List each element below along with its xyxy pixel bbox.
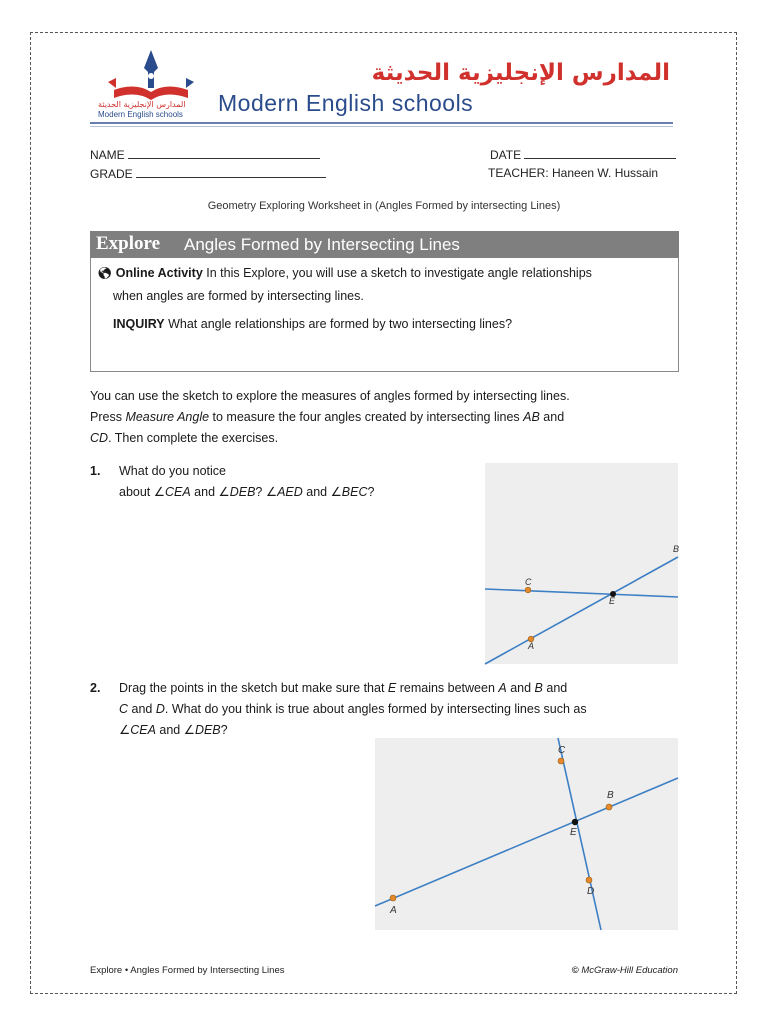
point-d[interactable] xyxy=(586,877,592,883)
explore-box xyxy=(90,258,679,372)
name-field xyxy=(90,147,320,162)
explore-banner xyxy=(90,231,679,258)
point-b[interactable] xyxy=(606,804,612,810)
label-c: C xyxy=(525,577,532,587)
q2-line-3: ∠CEA and ∠DEB? xyxy=(119,723,228,737)
label-d: D xyxy=(587,886,595,897)
q1-line-1: What do you notice xyxy=(119,464,227,478)
school-name-arabic: المدارس الإنجليزية الحديثة xyxy=(371,60,670,86)
point-a[interactable] xyxy=(390,895,396,901)
line-ab xyxy=(375,778,678,906)
intro-paragraph xyxy=(90,386,690,449)
online-activity-text-1: In this Explore, you will use a sketch to investigate angle relationships xyxy=(206,266,592,280)
online-activity-text-2: when angles are formed by intersecting lines. xyxy=(113,289,364,303)
sketch-2-lines xyxy=(375,738,678,930)
header-rule xyxy=(90,122,673,124)
online-activity-label: Online Activity xyxy=(115,266,203,280)
online-activity-line xyxy=(97,263,592,284)
intro-line-1: You can use the sketch to explore the measures of angles formed by intersecting lines. xyxy=(90,389,570,403)
line-cd xyxy=(558,738,601,930)
worksheet-subtitle: Geometry Exploring Worksheet in (Angles Formed by intersecting Lines) xyxy=(207,200,561,212)
inquiry-text: What angle relationships are formed by two intersecting lines? xyxy=(168,317,513,331)
label-a: A xyxy=(390,905,397,916)
date-blank[interactable] xyxy=(524,147,676,159)
q2-number: 2. xyxy=(90,681,101,695)
teacher-label: TEACHER: Haneen W. Hussain xyxy=(488,166,659,180)
point-c[interactable] xyxy=(525,587,531,593)
header-rule-thin xyxy=(90,126,673,127)
grade-blank[interactable] xyxy=(136,166,326,178)
logo-text-ar: المدارس الإنجليزية الحديثة xyxy=(98,100,186,109)
point-e[interactable] xyxy=(572,819,578,825)
line-cd xyxy=(485,589,678,597)
logo-text-en: Modern English schools xyxy=(98,110,183,119)
date-field xyxy=(490,147,676,162)
q2-text xyxy=(119,678,587,741)
footer-publisher: McGraw-Hill Education xyxy=(581,965,678,976)
label-a: A xyxy=(528,641,535,651)
globe-icon: 🌎︎ xyxy=(97,266,113,280)
q1-text xyxy=(119,461,374,503)
q2-line-1: Drag the points in the sketch but make sure that E remains between A and B and xyxy=(119,681,568,695)
school-logo xyxy=(96,48,206,122)
date-label: DATE xyxy=(490,148,522,162)
q2-line-2: C and D. What do you think is true about angles formed by intersecting lines such as xyxy=(119,702,587,716)
sketch-1[interactable] xyxy=(485,463,678,664)
name-blank[interactable] xyxy=(128,147,320,159)
label-b: B xyxy=(673,544,680,554)
inquiry-label: INQUIRY xyxy=(113,317,165,331)
school-name-english: Modern English schools xyxy=(218,90,474,116)
intro-line-3: CD. Then complete the exercises. xyxy=(90,431,279,445)
copyright-icon: © xyxy=(571,965,579,976)
label-e: E xyxy=(609,596,616,606)
intro-line-2: Press Measure Angle to measure the four angles created by intersecting lines AB and xyxy=(90,410,565,424)
label-e: E xyxy=(570,827,577,838)
explore-title: Angles Formed by Intersecting Lines xyxy=(184,235,460,254)
q1-number: 1. xyxy=(90,464,101,478)
inquiry-line xyxy=(113,314,512,335)
point-c[interactable] xyxy=(558,758,564,764)
name-label: NAME xyxy=(90,148,125,162)
q1-line-2: about ∠CEA and ∠DEB? ∠AED and ∠BEC? xyxy=(119,485,375,499)
sketch-1-lines xyxy=(485,463,678,664)
line-ab xyxy=(485,557,678,664)
label-b: B xyxy=(607,790,614,801)
label-c: C xyxy=(558,745,566,756)
explore-tag: Explore xyxy=(96,233,161,254)
footer-right xyxy=(572,965,678,976)
sketch-2[interactable] xyxy=(375,738,678,930)
footer-left: Explore • Angles Formed by Intersecting Lines xyxy=(90,965,285,976)
grade-field xyxy=(90,166,326,181)
grade-label: GRADE xyxy=(90,167,133,181)
